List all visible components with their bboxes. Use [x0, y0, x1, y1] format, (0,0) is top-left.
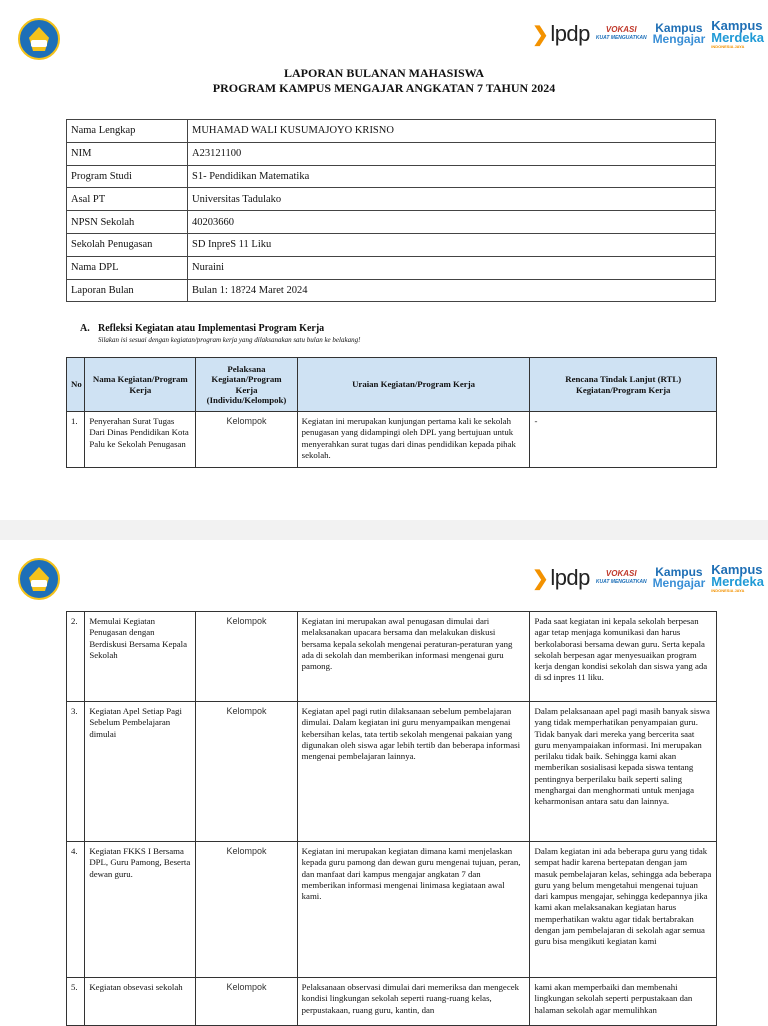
info-label: Nama Lengkap [67, 120, 188, 143]
info-value: Universitas Tadulako [188, 188, 716, 211]
info-value: Bulan 1: 18?24 Maret 2024 [188, 279, 716, 302]
partner-logos [532, 558, 764, 598]
header-nama: Nama Kegiatan/Program Kerja [85, 358, 196, 412]
info-label: Asal PT [67, 188, 188, 211]
info-row [67, 211, 716, 234]
activity-nama: Penyerahan Surat Tugas Dari Dinas Pendidikan Kota Palu ke Sekolah Penugasan [85, 412, 196, 468]
report-title-line1: LAPORAN BULANAN MAHASISWA [283, 66, 484, 80]
activity-rtl: Dalam pelaksanaan apel pagi masih banyak siswa yang tidak memperhatikan penyampaian guru. Tidak banyak dari mereka yang bercerita saat guru menyampaiakan informasi. Ini merupakan perilaku tidak baik. Sehingga kami akan memberikan sosialisasi kepada siswa tentang pentingnya berperilaku baik seperti saling menghargai dan menghormati untuk menjaga keharmonisan antara satu dan lainnya. [530, 702, 717, 842]
info-label: Program Studi [67, 165, 188, 188]
activity-uraian: Pelaksanaan observasi dimulai dari memeriksa dan mengecek kondisi lingkungan sekolah seperti ruang-ruang kelas, perpustakaan, ruang guru, kantin, dan [297, 978, 530, 1026]
header-uraian: Uraian Kegiatan/Program Kerja [297, 358, 530, 412]
section-a-instruction: Silakan isi sesuai dengan kegiatan/program kerja yang dilaksanakan satu bulan ke belakang! [98, 336, 361, 344]
activity-nama: Kegiatan FKKS I Bersama DPL, Guru Pamong, Beserta dewan guru. [85, 842, 196, 978]
activity-pelaksana: Kelompok [196, 978, 297, 1026]
info-value: SD InpreS 11 Liku [188, 233, 716, 256]
activity-row [67, 978, 717, 1026]
activity-rtl: Pada saat kegiatan ini kepala sekolah berpesan agar tetap menjaga komunikasi dan harus berkolaborasi bersama dewan guru. Serta kepala sekolah berpesan agar menyesuaikan program kerja dengan kondisi sekolah dan siswa yang ada di sd inpres 11 liku. [530, 612, 717, 702]
partner-logos [532, 14, 764, 54]
activity-row [67, 702, 717, 842]
student-info-table [66, 119, 716, 302]
activity-uraian: Kegiatan ini merupakan kegiatan dimana kami menjelaskan kepada guru pamong dan dewan guru mengenai tujuan, peran, dan manfaat dari kampus mengajar angkatan 7 dan memberikan informasi mengenai linimasa kegiataan awal kami. [297, 842, 530, 978]
activity-no: 5. [67, 978, 85, 1026]
info-value: Nuraini [188, 256, 716, 279]
info-row [67, 279, 716, 302]
activity-pelaksana: Kelompok [196, 612, 297, 702]
info-row [67, 233, 716, 256]
activity-table-page1 [66, 357, 717, 468]
activity-row [67, 412, 717, 468]
info-row [67, 165, 716, 188]
activity-table-page2 [66, 611, 717, 1026]
activity-pelaksana: Kelompok [196, 842, 297, 978]
activity-row [67, 842, 717, 978]
kampus-mengajar-logo: Kampus Mengajar [652, 21, 706, 46]
lpdp-mark-icon: ❯ [532, 567, 549, 590]
lpdp-logo: ❯ lpdp [532, 21, 590, 46]
activity-rtl: Dalam kegiatan ini ada beberapa guru yang tidak sempat hadir karena bertepatan dengan jam masuk pembelajaran kelas, sehingga ada beberapa guru yang belum mengetahui mengenai tujuan dari kampus mengajar, sehingga kedepannya jika kami akan melaksanakan kegiatan harus memperhatikan waktu agar tidak bertabrakan dengan jam pembelajaran di sekolah agar semua guru bisa mengikuti kegiatan kami [530, 842, 717, 978]
kampus-merdeka-logo: Kampus Merdeka INDONESIA JAYA [711, 17, 764, 49]
info-row [67, 188, 716, 211]
info-row [67, 142, 716, 165]
activity-nama: Memulai Kegiatan Penugasan dengan Berdiskusi Bersama Kepala Sekolah [85, 612, 196, 702]
activity-rtl: - [530, 412, 717, 468]
activity-nama: Kegiatan Apel Setiap Pagi Sebelum Pembelajaran dimulai [85, 702, 196, 842]
kampus-mengajar-logo: Kampus Mengajar [652, 565, 706, 590]
info-value: S1- Pendidikan Matematika [188, 165, 716, 188]
info-label: NPSN Sekolah [67, 211, 188, 234]
activity-row [67, 612, 717, 702]
activity-uraian: Kegiatan apel pagi rutin dilaksanaan sebelum pembelajaran dimulai. Dalam kegiatan ini guru menyampaikan mengenai kebersihan kelas, tata tertib sekolah mengenai pakaian yang digunakan oleh siswa agar lebih tertib dan beberapa informasi mengenai pembelajaran lainnya. [297, 702, 530, 842]
page-gap [0, 520, 768, 540]
report-title [0, 66, 768, 96]
lpdp-logo: ❯ lpdp [532, 565, 590, 590]
report-title-line2: PROGRAM KAMPUS MENGAJAR ANGKATAN 7 TAHUN 2024 [212, 81, 556, 95]
vokasi-logo: VOKASI KUAT MENGUATKAN [595, 569, 647, 585]
info-row [67, 256, 716, 279]
header-no: No [67, 358, 85, 412]
kampus-merdeka-logo: Kampus Merdeka INDONESIA JAYA [711, 561, 764, 593]
vokasi-logo: VOKASI KUAT MENGUATKAN [595, 25, 647, 41]
info-label: Nama DPL [67, 256, 188, 279]
info-value: A23121100 [188, 142, 716, 165]
activity-no: 1. [67, 412, 85, 468]
header-rtl: Rencana Tindak Lanjut (RTL) Kegiatan/Program Kerja [530, 358, 717, 412]
header-pelaksana: Pelaksana Kegiatan/Program Kerja (Individu/Kelompok) [196, 358, 297, 412]
info-label: Laporan Bulan [67, 279, 188, 302]
info-value: MUHAMAD WALI KUSUMAJOYO KRISNO [188, 120, 716, 143]
activity-pelaksana: Kelompok [196, 702, 297, 842]
activity-no: 4. [67, 842, 85, 978]
activity-nama: Kegiatan obsevasi sekolah [85, 978, 196, 1026]
activity-no: 2. [67, 612, 85, 702]
info-value: 40203660 [188, 211, 716, 234]
activity-uraian: Kegiatan ini merupakan awal penugasan dimulai dari melaksanakan upacara bersama dan melakukan diskusi bersama kepala sekolah mengenai peraturan-peraturan yang ada di sekolah dan memberikan informasi mengenai guru pamong. [297, 612, 530, 702]
kemdikbud-logo-icon [18, 558, 60, 600]
info-label: Sekolah Penugasan [67, 233, 188, 256]
lpdp-mark-icon: ❯ [532, 23, 549, 46]
activity-uraian: Kegiatan ini merupakan kunjungan pertama kali ke sekolah penugasan yang didampingi oleh DPL yang bertujuan untuk menyerahkan surat tugas dari dinas pendidikan kepada pihak sekolah. [297, 412, 530, 468]
section-a-heading: A. Refleksi Kegiatan atau Implementasi Program Kerja [80, 323, 325, 334]
activity-no: 3. [67, 702, 85, 842]
info-label: NIM [67, 142, 188, 165]
activity-rtl: kami akan memperbaiki dan membenahi lingkungan sekolah seperti perpustakaan dan halaman sekolah agar memulihkan [530, 978, 717, 1026]
info-row [67, 120, 716, 143]
kemdikbud-logo-icon [18, 18, 60, 60]
activity-pelaksana: Kelompok [196, 412, 297, 468]
